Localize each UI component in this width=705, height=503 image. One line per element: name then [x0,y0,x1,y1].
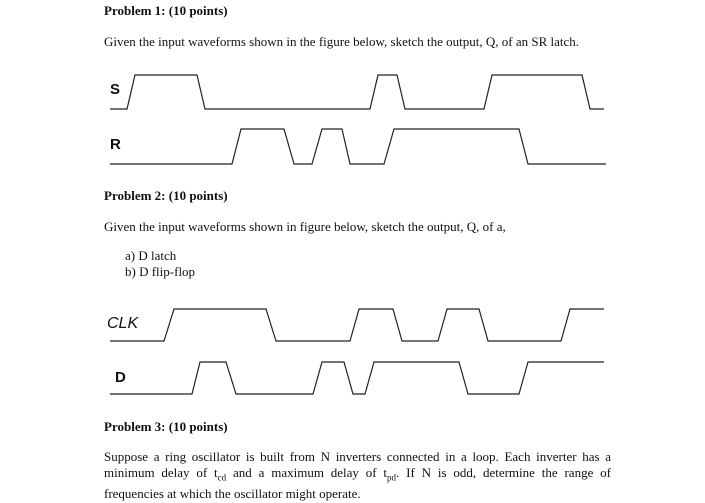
problem3-heading: Problem 3: (10 points) [104,419,228,434]
problem1-heading: Problem 1: (10 points) [104,3,228,18]
list-item-d-latch [125,248,176,264]
waveform-r [110,129,606,164]
waveform-s [110,75,604,109]
subscript-cd: cd [217,472,227,483]
signal-label-clk: CLK [107,315,139,332]
problem1-text: Given the input waveforms shown in the figure below, sketch the output, Q, of an SR latch. [104,34,580,49]
problem3-text-part1: Suppose a ring oscillator is built from N inverters connected in a loop. Each inverter has a minimum delay of t [104,449,611,480]
problem2-heading: Problem 2: (10 points) [104,188,228,203]
signal-label-d: D [115,369,126,386]
list-item-d-flip-flop [125,264,195,280]
waveform-d [110,362,604,394]
waveform-clk [110,309,604,341]
problem2-text: Given the input waveforms shown in figure below, sketch the output, Q, of a, [104,219,506,234]
list-label: D flip-flop [139,264,196,279]
signal-label-r: R [110,136,121,153]
problem3-text-part3: . If N is odd, determine the range of frequencies at which the oscillator might operate. [104,465,612,501]
subscript-pd: pd [387,472,397,483]
signal-label-s: S [110,81,121,98]
problem3-text-part2: and a maximum delay of t [226,465,388,480]
problem3-text [104,449,611,502]
list-marker: b) [125,264,136,279]
list-label: D latch [138,248,177,263]
list-marker: a) [125,248,136,263]
